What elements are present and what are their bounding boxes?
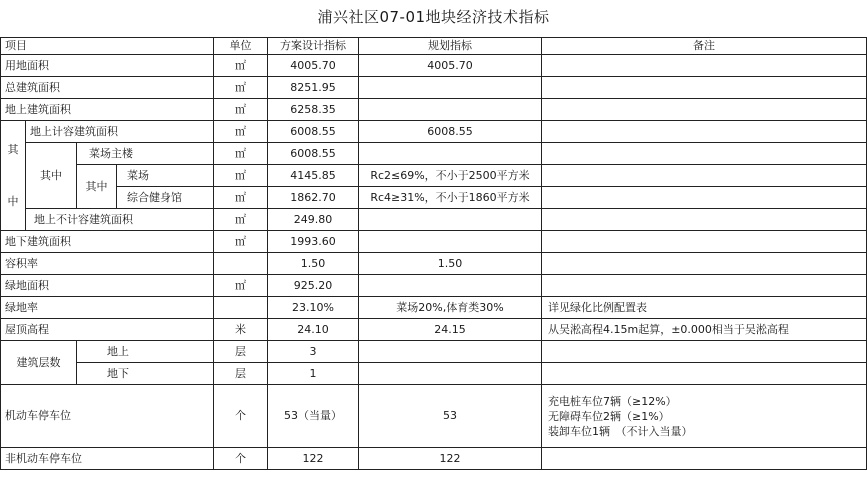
plan-value [359, 99, 542, 121]
header-item: 项目 [1, 38, 214, 55]
remark-cell [542, 385, 867, 448]
side-label-top: 其 [7, 142, 19, 156]
table-row [1, 165, 867, 187]
table-row [1, 341, 867, 363]
remark-cell [542, 77, 867, 99]
table-row [1, 99, 867, 121]
row-label: 地上建筑面积 [1, 99, 214, 121]
table-row [1, 143, 867, 165]
unit-cell: ㎡ [214, 55, 268, 77]
design-value: 4005.70 [268, 55, 359, 77]
row-label: 地上不计容建筑面积 [26, 209, 214, 231]
plan-value: Rc4≥31%，不小于1860平方米 [359, 187, 542, 209]
plan-value [359, 77, 542, 99]
indicator-table [0, 37, 867, 470]
side-label [1, 121, 26, 231]
plan-value: 4005.70 [359, 55, 542, 77]
unit-cell: ㎡ [214, 187, 268, 209]
row-label: 屋顶高程 [1, 319, 214, 341]
unit-cell: 米 [214, 319, 268, 341]
remark-cell: 从吴淞高程4.15m起算，±0.000相当于吴淞高程 [542, 319, 867, 341]
design-value: 24.10 [268, 319, 359, 341]
design-value: 925.20 [268, 275, 359, 297]
design-value: 4145.85 [268, 165, 359, 187]
unit-cell: 层 [214, 363, 268, 385]
design-value: 1.50 [268, 253, 359, 275]
remark-cell [542, 448, 867, 470]
table-row [1, 55, 867, 77]
design-value: 3 [268, 341, 359, 363]
row-label: 地上 [77, 341, 214, 363]
remark-cell [542, 143, 867, 165]
plan-value [359, 143, 542, 165]
header-design: 方案设计指标 [268, 38, 359, 55]
table-row [1, 209, 867, 231]
unit-cell: 层 [214, 341, 268, 363]
remark-cell [542, 231, 867, 253]
unit-cell [214, 297, 268, 319]
row-label: 地下建筑面积 [1, 231, 214, 253]
design-value: 1 [268, 363, 359, 385]
design-value: 53（当量） [268, 385, 359, 448]
page-title: 浦兴社区07-01地块经济技术指标 [317, 8, 550, 26]
row-label: 地下 [77, 363, 214, 385]
design-value: 23.10% [268, 297, 359, 319]
plan-value: 53 [359, 385, 542, 448]
design-value: 6258.35 [268, 99, 359, 121]
header-remark: 备注 [542, 38, 867, 55]
remark-line: 装卸车位1辆 （不计入当量） [548, 424, 693, 438]
table-row [1, 448, 867, 470]
remark-cell [542, 55, 867, 77]
table-row [1, 121, 867, 143]
table-row [1, 363, 867, 385]
remark-line: 无障碍车位2辆（≥1%） [548, 409, 670, 423]
remark-cell [542, 209, 867, 231]
table-row [1, 231, 867, 253]
plan-value: Rc2≤69%，不小于2500平方米 [359, 165, 542, 187]
unit-cell: ㎡ [214, 99, 268, 121]
design-value: 6008.55 [268, 143, 359, 165]
remark-cell: 详见绿化比例配置表 [542, 297, 867, 319]
row-label: 非机动车停车位 [1, 448, 214, 470]
table-row [1, 187, 867, 209]
table-row [1, 297, 867, 319]
table-row [1, 253, 867, 275]
row-label: 菜场 [117, 165, 214, 187]
unit-cell: ㎡ [214, 209, 268, 231]
remark-cell [542, 363, 867, 385]
row-label: 绿地率 [1, 297, 214, 319]
group-label: 其中 [26, 143, 77, 209]
plan-value: 6008.55 [359, 121, 542, 143]
plan-value: 1.50 [359, 253, 542, 275]
remark-cell [542, 121, 867, 143]
remark-cell [542, 253, 867, 275]
row-label: 建筑层数 [1, 341, 77, 385]
unit-cell: 个 [214, 385, 268, 448]
remark-cell [542, 99, 867, 121]
unit-cell: ㎡ [214, 275, 268, 297]
design-value: 249.80 [268, 209, 359, 231]
row-label: 总建筑面积 [1, 77, 214, 99]
plan-value [359, 231, 542, 253]
side-label-bottom: 中 [7, 194, 19, 208]
row-label: 容积率 [1, 253, 214, 275]
row-label: 机动车停车位 [1, 385, 214, 448]
unit-cell: ㎡ [214, 143, 268, 165]
unit-cell: 个 [214, 448, 268, 470]
plan-value [359, 275, 542, 297]
row-label: 菜场主楼 [77, 143, 214, 165]
remark-cell [542, 165, 867, 187]
header-plan: 规划指标 [359, 38, 542, 55]
unit-cell: ㎡ [214, 231, 268, 253]
remark-cell [542, 341, 867, 363]
row-label: 综合健身馆 [117, 187, 214, 209]
unit-cell: ㎡ [214, 165, 268, 187]
unit-cell: ㎡ [214, 121, 268, 143]
unit-cell: ㎡ [214, 77, 268, 99]
design-value: 1993.60 [268, 231, 359, 253]
design-value: 122 [268, 448, 359, 470]
plan-value [359, 209, 542, 231]
header-unit: 单位 [214, 38, 268, 55]
remark-line: 充电桩车位7辆（≥12%） [548, 394, 677, 408]
unit-cell [214, 253, 268, 275]
design-value: 8251.95 [268, 77, 359, 99]
plan-value: 24.15 [359, 319, 542, 341]
table-row [1, 275, 867, 297]
plan-value [359, 363, 542, 385]
row-label: 地上计容建筑面积 [26, 121, 214, 143]
table-header-row [1, 38, 867, 55]
plan-value: 菜场20%,体育类30% [359, 297, 542, 319]
design-value: 6008.55 [268, 121, 359, 143]
remark-cell [542, 187, 867, 209]
group-label: 其中 [77, 165, 117, 209]
table-row [1, 319, 867, 341]
plan-value [359, 341, 542, 363]
table-row [1, 385, 867, 448]
row-label: 绿地面积 [1, 275, 214, 297]
remark-cell [542, 275, 867, 297]
table-row [1, 77, 867, 99]
row-label: 用地面积 [1, 55, 214, 77]
design-value: 1862.70 [268, 187, 359, 209]
plan-value: 122 [359, 448, 542, 470]
